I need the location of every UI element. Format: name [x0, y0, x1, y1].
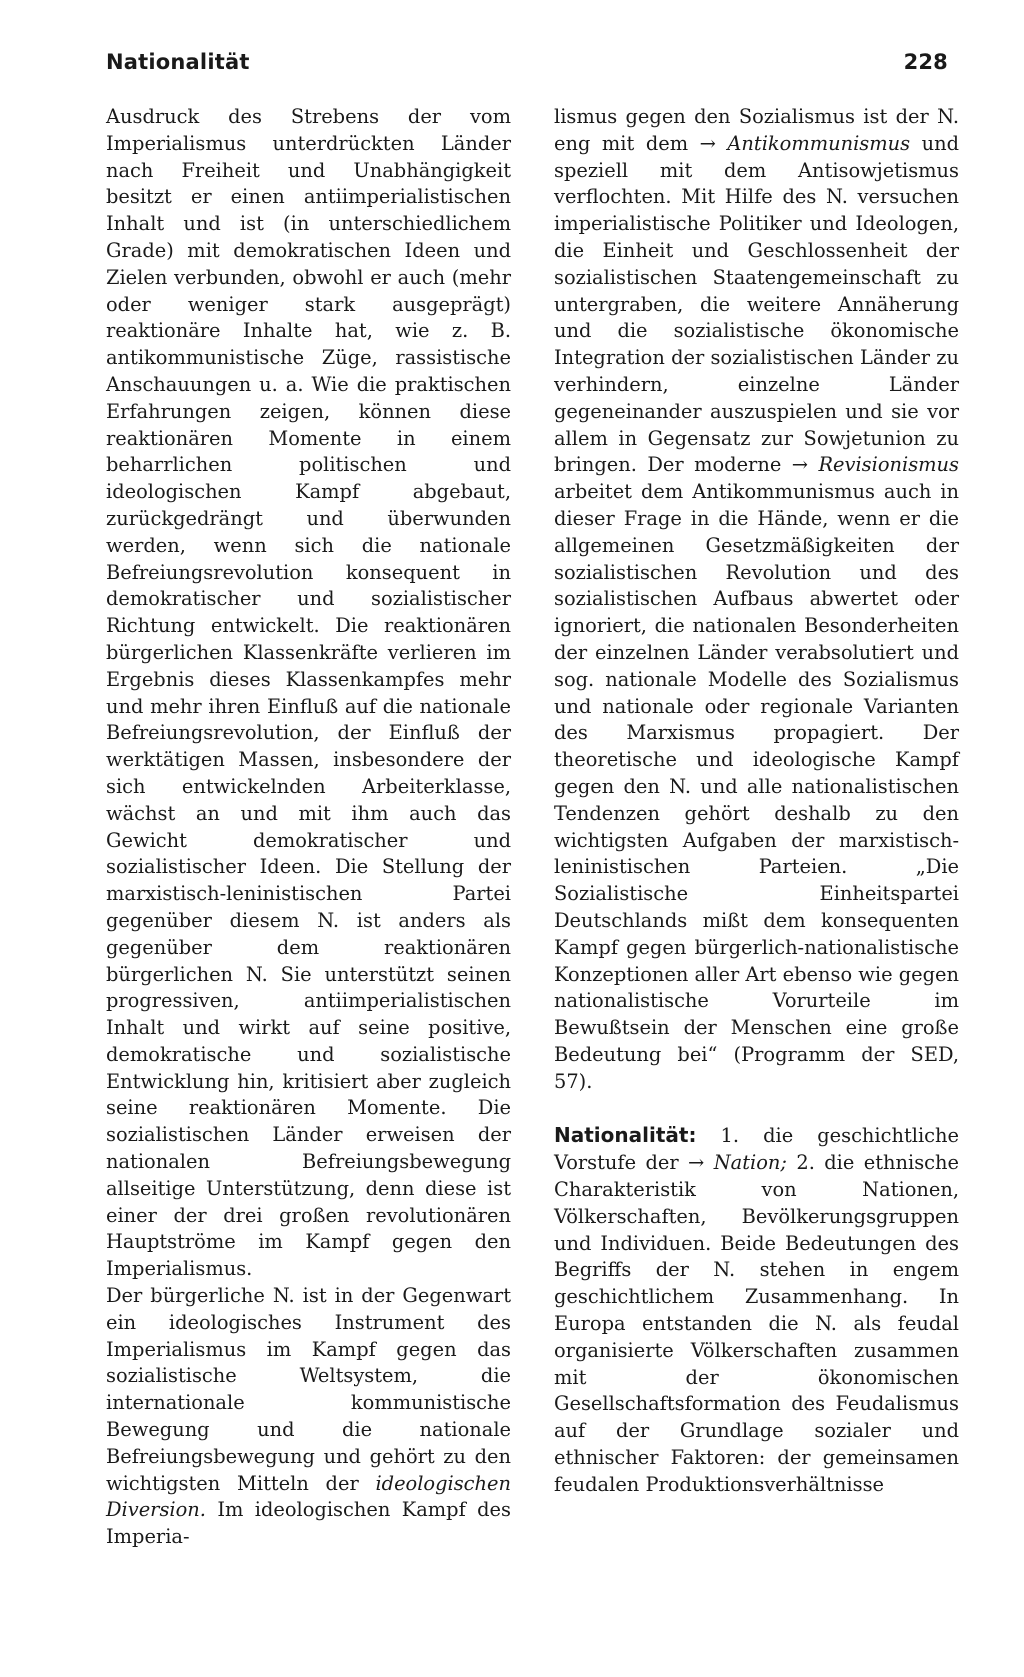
right-text-3: arbeitet dem Antikommunismus auch in dieser Frage in die Hände, wenn er die allgemeinen Gesetzmäßigkeiten der sozialistischen Revolution und des sozialistischen Aufbaus abwertet oder ignoriert, die nationalen Besonderheiten der einzelnen Länder verabsolutiert und sog. nationale Modelle des Sozialismus und nationale oder regionale Varianten des Marxismus propagiert. Der theoretische und ideologische Kampf gegen den N. und alle nationalistischen Tendenzen gehört deshalb zu den wichtigsten Aufgaben der marxistisch-leninistischen Parteien. „Die Sozialistische Einheitspartei Deutschlands mißt dem konsequenten Kampf gegen bürgerlich-nationalistische Konzeptionen aller Art ebenso wie gegen nationalistische Vorurteile im Bewußtsein der Menschen eine große Bedeutung bei“ (Programm der SED, 57). — [554, 480, 959, 1093]
arrow-icon: → — [688, 1151, 714, 1175]
arrow-icon: → — [699, 131, 728, 155]
revisionismus-reference: Revisionismus — [818, 453, 959, 477]
left-paragraph-2-text: Der bürgerliche N. ist in der Gegenwart ein ideologisches Instrument des Imperialismus im Kampf gegen das sozialistische Weltsystem, die internationale kommunistische Bewegung und die nationale Befreiungsbewegung und gehört zu den wichtigsten Mitteln der — [106, 1284, 511, 1495]
nation-reference: Nation; — [713, 1151, 787, 1175]
antikommunismus-reference: Antikommunismus — [727, 131, 911, 155]
entry-headword: Nationalität: — [554, 1123, 697, 1148]
page-number: 228 — [903, 50, 948, 74]
right-text-2: und speziell mit dem Antisowjetismus verflochten. Mit Hilfe des N. versuchen imperialistische Politiker und Ideologen, die Einheit und Geschlossenheit der sozialistischen Staatengemeinschaft zu untergraben, die weitere Annäherung und die sozialistische ökonomische Integration der sozialistischen Länder zu verhindern, einzelne Länder gegeneinander auszuspielen und sie vor allem in Gegensatz zur Sowjetunion zu bringen. Der moderne — [554, 131, 959, 477]
page-header — [106, 50, 948, 74]
running-title: Nationalität — [106, 50, 250, 74]
ideological-diversion-reference: ideologischen Diversion. — [106, 1471, 511, 1522]
right-paragraph-1 — [554, 104, 959, 1095]
arrow-icon: → — [791, 453, 819, 477]
left-paragraph-2 — [106, 1283, 511, 1551]
left-paragraph-2-end: Im ideologischen Kampf des Imperia- — [106, 1498, 511, 1549]
entry-nationalitaet — [554, 1122, 959, 1498]
left-paragraph-1: Ausdruck des Strebens der vom Imperialismus unterdrückten Länder nach Freiheit und Unabhängigkeit besitzt er einen antiimperialistischen Inhalt und ist (in unterschiedlichem Grade) mit demokratischen Ideen und Zielen verbunden, obwohl er auch (mehr oder weniger stark ausgeprägt) reaktionäre Inhalte hat, wie z. B. antikommunistische Züge, rassistische Anschauungen u. a. Wie die praktischen Erfahrungen zeigen, können diese reaktionären Momente in einem beharrlichen politischen und ideologischen Kampf abgebaut, zurückgedrängt und überwunden werden, wenn sich die nationale Befreiungsrevolution konsequent in demokratischer und sozialistischer Richtung entwickelt. Die reaktionären bürgerlichen Klassenkräfte verlieren im Ergebnis dieses Klassenkampfes mehr und mehr ihren Einfluß auf die nationale Befreiungsrevolution, der Einfluß der werktätigen Massen, insbesondere der sich entwickelnden Arbeiterklasse, wächst an und mit ihm auch das Gewicht demokratischer und sozialistischer Ideen. Die Stellung der marxistisch-leninistischen Partei gegenüber diesem N. ist anders als gegenüber dem reaktionären bürgerlichen N. Sie unterstützt seinen progressiven, antiimperialistischen Inhalt und wirkt auf seine positive, demokratische und sozialistische Entwicklung hin, kritisiert aber zugleich seine reaktionären Momente. Die sozialistischen Länder erweisen der nationalen Befreiungsbewegung allseitige Unterstützung, denn diese ist einer der drei großen revolutionären Hauptströme im Kampf gegen den Imperialismus. — [106, 105, 511, 1281]
entry-text-1: 1. die geschichtliche Vorstufe der — [554, 1124, 959, 1175]
left-column — [106, 104, 511, 1551]
right-column — [554, 104, 959, 1499]
entry-text-2: 2. die ethnische Charakteristik von Nationen, Völkerschaften, Bevölkerungsgruppen und Individuen. Beide Bedeutungen des Begriffs der N. stehen in engem geschichtlichem Zusammenhang. In Europa entstanden die N. als feudal organisierte Völkerschaften zusammen mit der ökonomischen Gesellschaftsformation des Feudalismus auf der Grundlage sozialer und ethnischer Faktoren: der gemeinsamen feudalen Produktionsverhältnisse — [554, 1151, 959, 1496]
right-text-1: lismus gegen den Sozialismus ist der N. eng mit dem — [554, 105, 959, 155]
